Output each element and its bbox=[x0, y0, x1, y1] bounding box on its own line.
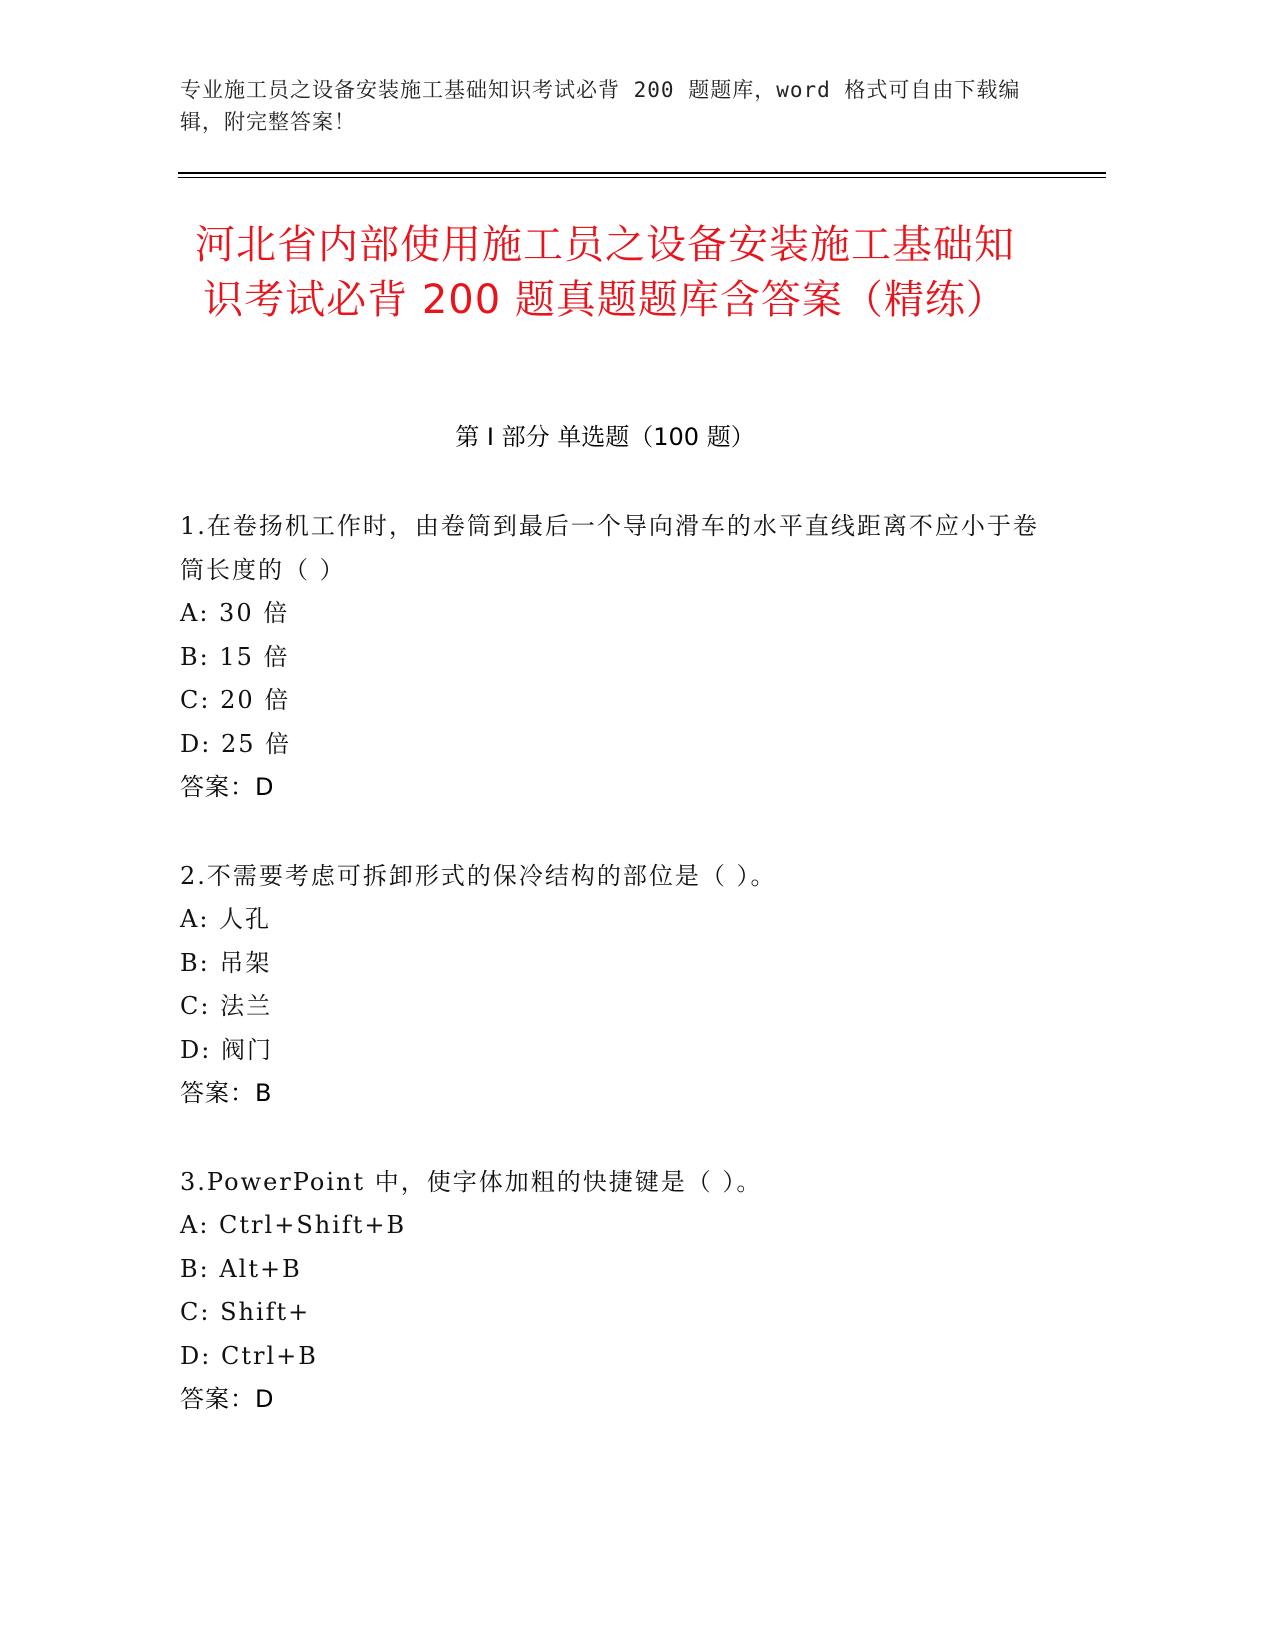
option-a: A: 人孔 bbox=[180, 905, 272, 933]
question-stem: 2.不需要考虑可拆卸形式的保冷结构的部位是（ ）。 bbox=[180, 861, 777, 890]
question-stem: 1.在卷扬机工作时，由卷筒到最后一个导向滑车的水平直线距离不应小于卷筒长度的（ ） bbox=[180, 512, 1039, 584]
option-b: B: Alt+B bbox=[180, 1254, 302, 1283]
answer-line: 答案：B bbox=[180, 1079, 273, 1107]
option-c: C: 法兰 bbox=[180, 992, 273, 1020]
question-3 bbox=[180, 1161, 1040, 1422]
option-b: B: 吊架 bbox=[180, 948, 272, 977]
option-b: B: 15 倍 bbox=[180, 642, 290, 671]
question-stem: 3.PowerPoint 中，使字体加粗的快捷键是（ ）。 bbox=[180, 1167, 763, 1196]
answer-line: 答案：D bbox=[180, 1385, 275, 1413]
question-list bbox=[180, 505, 1040, 1467]
header-note: 专业施工员之设备安装施工基础知识考试必背 200 题题库，word 格式可自由下载编辑，附完整答案！ bbox=[180, 78, 1021, 134]
header-divider-thick bbox=[178, 172, 1106, 174]
option-a: A: 30 倍 bbox=[180, 599, 290, 627]
answer-line: 答案：D bbox=[180, 773, 275, 801]
header-divider-thin bbox=[178, 177, 1106, 178]
document-title: 河北省内部使用施工员之设备安装施工基础知识考试必背 200 题真题题库含答案（精练） bbox=[195, 222, 1015, 323]
option-a: A: Ctrl+Shift+B bbox=[180, 1211, 407, 1239]
question-1 bbox=[180, 505, 1040, 810]
section-heading: 第 I 部分 单选题（100 题） bbox=[455, 423, 755, 451]
question-2 bbox=[180, 855, 1040, 1116]
option-d: D: 25 倍 bbox=[180, 729, 292, 758]
option-c: C: 20 倍 bbox=[180, 686, 291, 714]
option-c: C: Shift+ bbox=[180, 1298, 311, 1326]
option-d: D: 阀门 bbox=[180, 1035, 273, 1064]
option-d: D: Ctrl+B bbox=[180, 1341, 318, 1370]
